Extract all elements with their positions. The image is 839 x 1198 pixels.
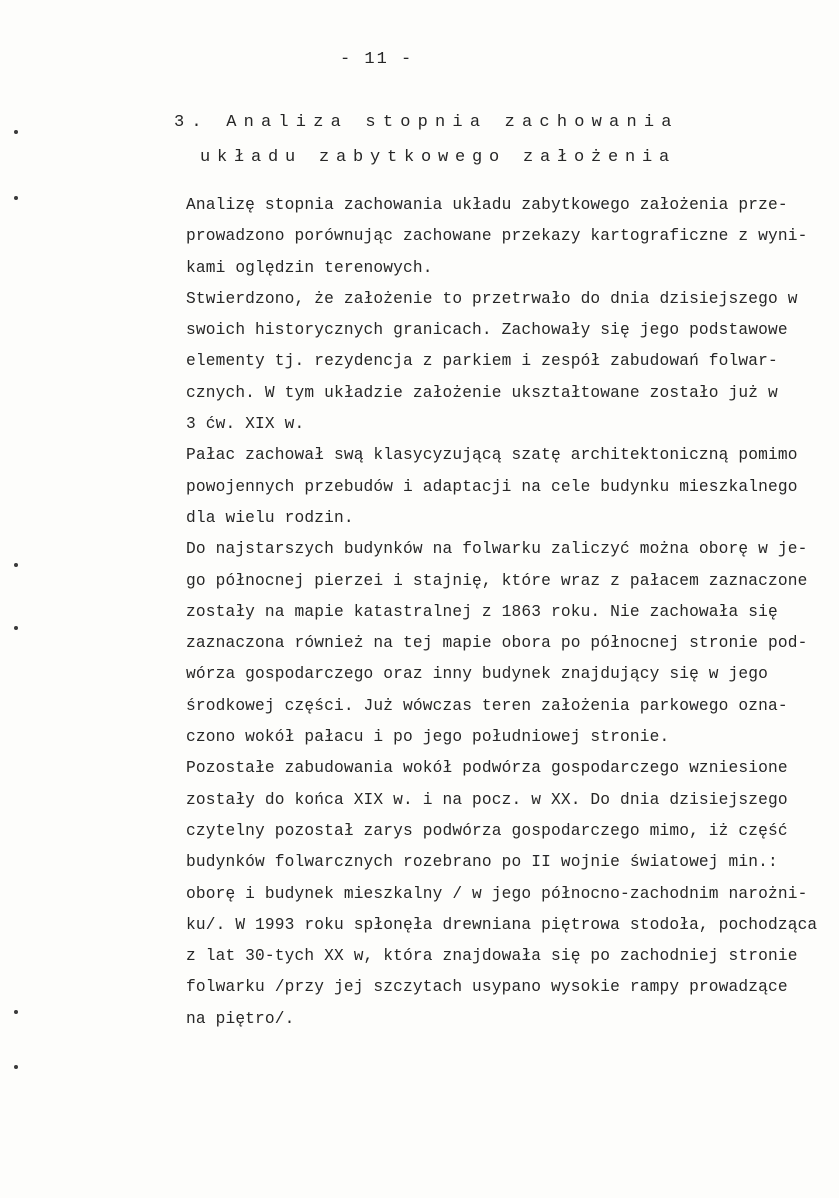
- body-line: folwarku /przy jej szczytach usypano wysokie rampy prowadzące: [186, 978, 788, 997]
- body-line: z lat 30-tych XX w, która znajdowała się po zachodniej stronie: [186, 947, 798, 966]
- body-line: na piętro/.: [186, 1009, 295, 1028]
- body-line: swoich historycznych granicach. Zachowały się jego podstawowe: [186, 321, 788, 340]
- margin-punch-mark: [14, 626, 18, 630]
- section-heading-line-2: układu zabytkowego założenia: [200, 148, 677, 167]
- body-line: zostały do końca XIX w. i na pocz. w XX. Do dnia dzisiejszego: [186, 790, 788, 809]
- body-line: wórza gospodarczego oraz inny budynek znajdujący się w jego: [186, 665, 768, 684]
- body-line: oborę i budynek mieszkalny / w jego północno-zachodnim narożni-: [186, 884, 808, 903]
- body-text: [186, 190, 826, 1035]
- body-line: Pałac zachował swą klasycyzującą szatę architektoniczną pomimo: [186, 446, 798, 465]
- body-line: ku/. W 1993 roku spłonęła drewniana piętrowa stodoła, pochodząca: [186, 915, 818, 934]
- body-line: budynków folwarcznych rozebrano po II wojnie światowej min.:: [186, 853, 778, 872]
- body-line: Stwierdzono, że założenie to przetrwało do dnia dzisiejszego w: [186, 289, 798, 308]
- margin-punch-mark: [14, 563, 18, 567]
- body-line: Analizę stopnia zachowania układu zabytkowego założenia prze-: [186, 196, 788, 214]
- body-line: elementy tj. rezydencja z parkiem i zespół zabudowań folwar-: [186, 352, 778, 371]
- body-line: cznych. W tym układzie założenie ukształtowane zostało już w: [186, 383, 778, 402]
- body-line: prowadzono porównując zachowane przekazy kartograficzne z wyni-: [186, 227, 808, 246]
- body-line: środkowej części. Już wówczas teren założenia parkowego ozna-: [186, 696, 788, 715]
- section-heading-line-1: 3. Analiza stopnia zachowania: [174, 113, 679, 132]
- body-line: czono wokół pałacu i po jego południowej stronie.: [186, 728, 670, 747]
- page-number: - 11 -: [340, 50, 414, 69]
- body-line: czytelny pozostał zarys podwórza gospodarczego mimo, iż część: [186, 821, 788, 840]
- margin-punch-mark: [14, 196, 18, 200]
- margin-punch-mark: [14, 1010, 18, 1014]
- body-line: 3 ćw. XIX w.: [186, 415, 305, 434]
- body-line: Do najstarszych budynków na folwarku zaliczyć można oborę w je-: [186, 540, 808, 559]
- body-line: go północnej pierzei i stajnię, które wraz z pałacem zaznaczone: [186, 571, 808, 590]
- body-line: dla wielu rodzin.: [186, 508, 354, 527]
- body-line: zaznaczona również na tej mapie obora po północnej stronie pod-: [186, 634, 808, 653]
- body-line: zostały na mapie katastralnej z 1863 roku. Nie zachowała się: [186, 602, 778, 621]
- body-line: Pozostałe zabudowania wokół podwórza gospodarczego wzniesione: [186, 759, 788, 778]
- body-line: kami oględzin terenowych.: [186, 258, 433, 277]
- body-line: powojennych przebudów i adaptacji na cele budynku mieszkalnego: [186, 477, 798, 496]
- margin-punch-mark: [14, 130, 18, 134]
- margin-punch-mark: [14, 1065, 18, 1069]
